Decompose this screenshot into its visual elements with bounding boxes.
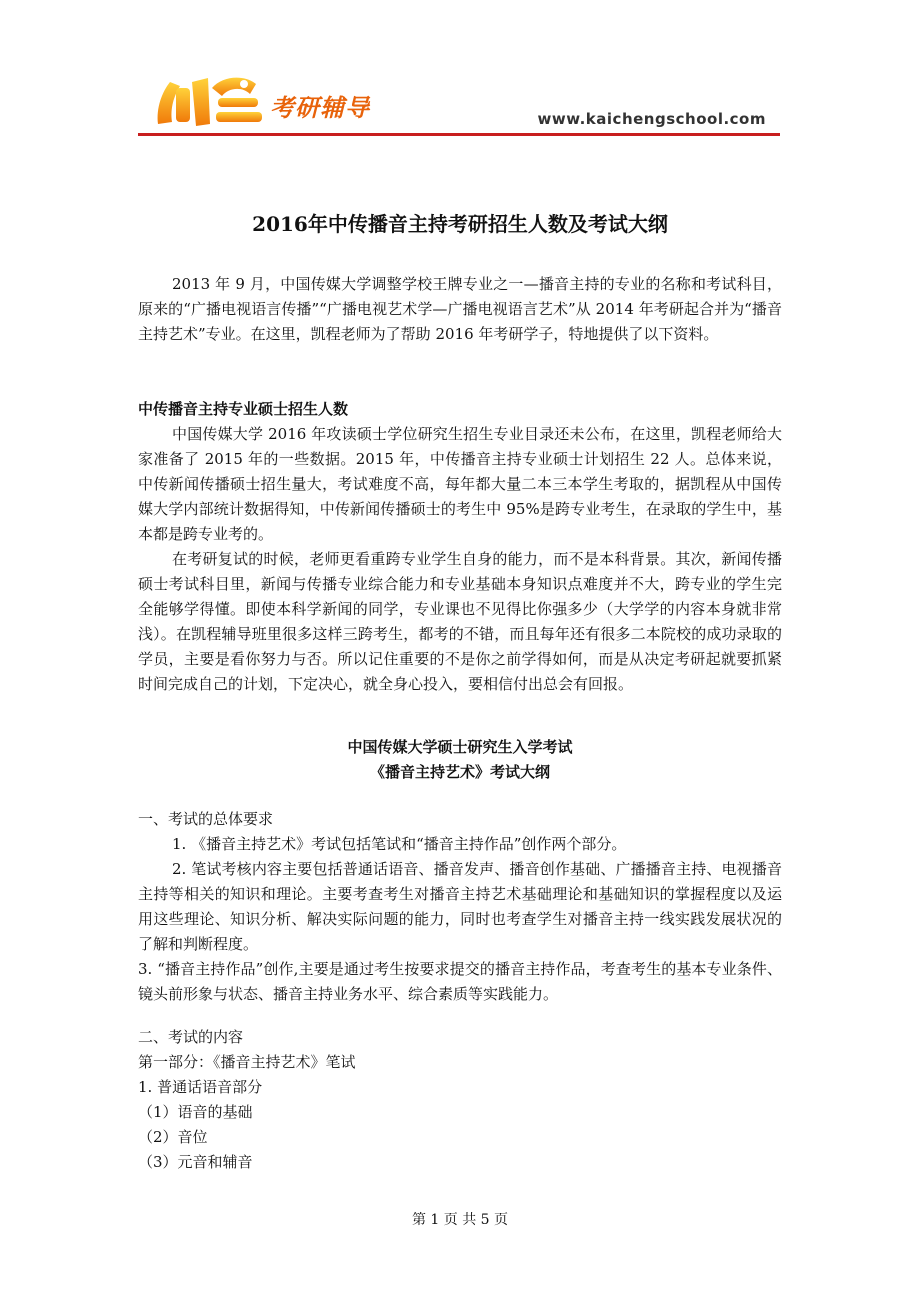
page-number: 第 1 页 共 5 页 [411,1212,509,1228]
part-subheading: 第一部分：《播音主持艺术》笔试 [138,1053,356,1071]
list-item: （2）音位 [138,1128,208,1146]
section-paragraph: 在考研复试的时候，老师更看重跨专业学生自身的能力，而不是本科背景。其次，新闻传播硕士考试科目里，新闻与传播专业综合能力和专业基础本身知识点难度并不大，跨专业的学生完全能够学得懂。即使本科学新闻的同学，专业课也不见得比你强多少（大学学的内容本身就非常浅）。在凯程辅导班里很多这样三跨考生，都考的不错，而且每年还有很多二本院校的成功录取的学员，主要是看你努力与否。所以记住重要的不是你之前学得如何，而是从决定考研起就要抓紧时间完成自己的计划，下定决心，就全身心投入，要相信付出总会有回报。 [138,550,782,693]
syllabus-subtitle: 《播音主持艺术》考试大纲 [369,763,550,781]
kaicheng-logo [152,68,267,134]
syllabus-title: 中国传媒大学硕士研究生入学考试 [347,738,573,756]
section-heading: 中传播音主持专业硕士招生人数 [138,400,349,418]
site-url[interactable]: www.kaichengschool.com [537,110,766,128]
syllabus-requirements [138,807,782,1007]
intro-block [138,272,782,347]
requirement-item: 3. “播音主持作品”创作,主要是通过考生按要求提交的播音主持作品，考查考生的基本专业条件、镜头前形象与状态、播音主持业务水平、综合素质等实践能力。 [138,960,782,1003]
document-title: 2016年中传播音主持考研招生人数及考试大纲 [252,212,668,236]
part-heading: 一、考试的总体要求 [138,810,274,828]
requirement-item: 1. 《播音主持艺术》考试包括笔试和“播音主持作品”创作两个部分。 [172,835,627,853]
list-item: （3）元音和辅音 [138,1153,253,1171]
list-item: （1）语音的基础 [138,1103,253,1121]
intro-paragraph: 2013 年 9 月，中国传媒大学调整学校王牌专业之一—播音主持的专业的名称和考试科目，原来的“广播电视语言传播”“广播电视艺术学—广播电视语言艺术”从 2014 年考研起合并为“播音主持艺术”专业。在这里，凯程老师为了帮助 2016 年考研学子，特地提供了以下资料。 [138,275,782,343]
syllabus-content [138,1025,782,1175]
page-header [138,60,780,140]
content-item: 1. 普通话语音部分 [138,1078,263,1096]
requirement-item: 2. 笔试考核内容主要包括普通话语音、播音发声、播音创作基础、广播播音主持、电视播音主持等相关的知识和理论。主要考查考生对播音主持艺术基础理论和基础知识的掌握程度以及运用这些理论、知识分析、解决实际问题的能力，同时也考查学生对播音主持一线实践发展状况的了解和判断程度。 [138,860,782,953]
enrollment-section [138,397,782,697]
part-heading: 二、考试的内容 [138,1028,244,1046]
header-divider [138,133,780,136]
syllabus-title-block [138,735,782,785]
logo-subtitle: 考研辅导 [270,94,370,122]
section-paragraph: 中国传媒大学 2016 年攻读硕士学位研究生招生专业目录还未公布，在这里，凯程老师给大家准备了 2015 年的一些数据。2015 年，中传播音主持专业硕士计划招生 22 人。总体来说，中传新闻传播硕士招生量大，考试难度不高，每年都大量二本三本学生考取的，据凯程从中国传媒大学内部统计数据得知，中传新闻传播硕士的考生中 95%是跨专业考生，在录取的学生中，基本都是跨专业考的。 [138,425,782,543]
